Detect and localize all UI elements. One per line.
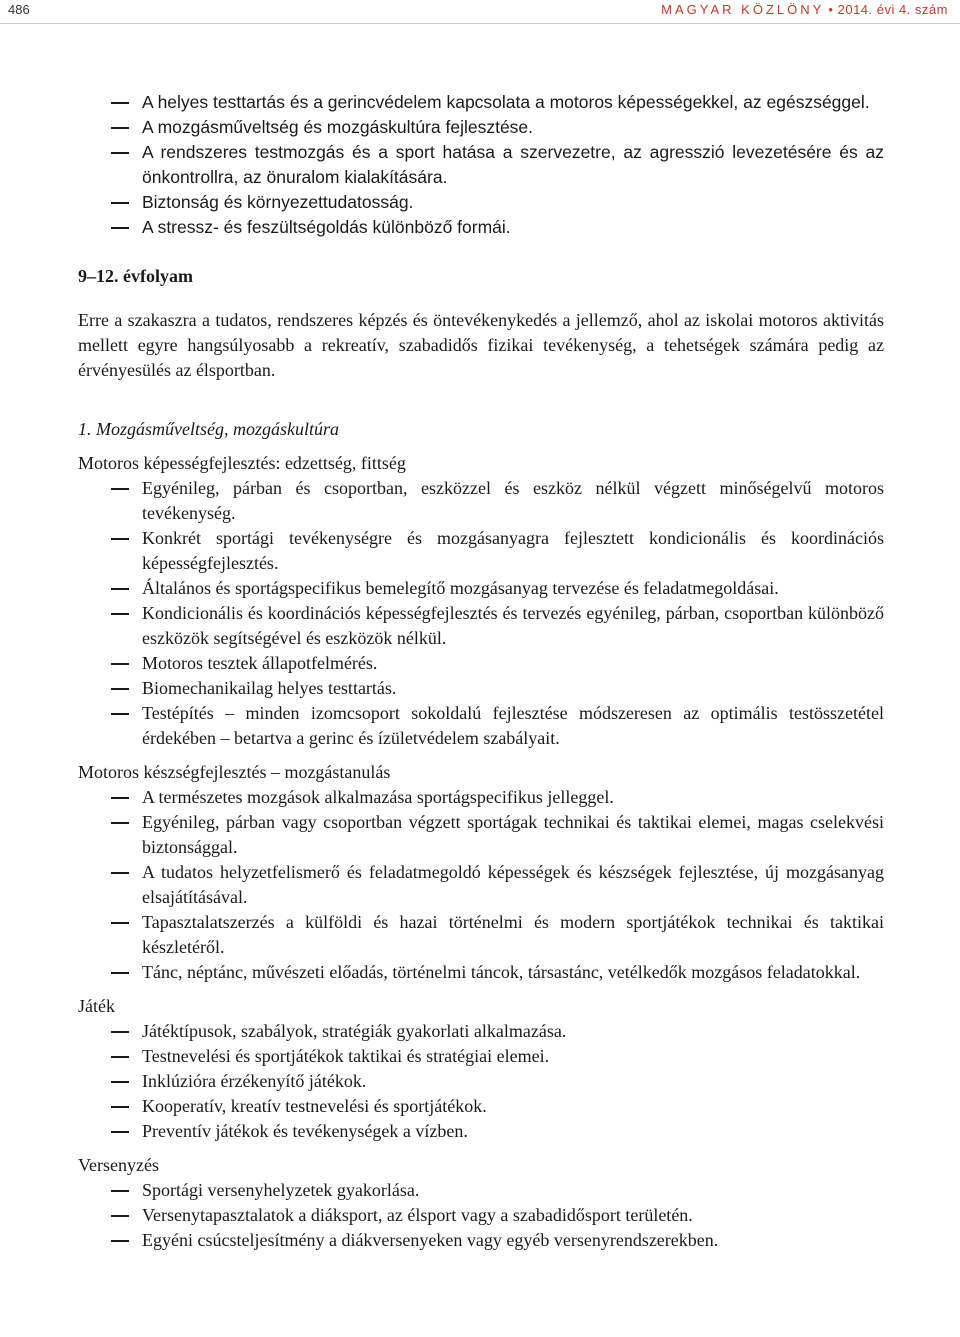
dash-bullet — [111, 488, 129, 490]
list-item: Testnevelési és sportjátékok taktikai és stratégiai elemei. — [78, 1044, 884, 1069]
subsection-heading: Motoros képességfejlesztés: edzettség, fittség — [78, 453, 406, 473]
dash-bullet — [111, 538, 129, 540]
list-item: Biztonság és környezettudatosság. — [78, 190, 884, 215]
section-title: 1. Mozgásműveltség, mozgáskultúra — [78, 419, 339, 439]
list-item: Egyéni csúcsteljesítmény a diákversenyeken vagy egyéb versenyrendszerekben. — [78, 1228, 884, 1253]
dash-bullet — [111, 227, 129, 229]
dash-bullet — [111, 872, 129, 874]
list-item: Testépítés – minden izomcsoport sokoldalú fejlesztése módszeresen az optimális testösszetétel érdekében – betartva a gerinc és ízületvédelem szabályait. — [78, 701, 884, 751]
dash-bullet — [111, 152, 129, 154]
list-item: A stressz- és feszültségoldás különböző formái. — [78, 215, 884, 240]
list-item: Inklúzióra érzékenyítő játékok. — [78, 1069, 884, 1094]
document-body — [78, 90, 884, 1253]
list-item: Biomechanikailag helyes testtartás. — [78, 676, 884, 701]
dash-bullet — [111, 588, 129, 590]
page-number: 486 — [8, 2, 30, 17]
dash-bullet — [111, 1056, 129, 1058]
subsection-heading: Versenyzés — [78, 1155, 159, 1175]
issue-label: 2014. évi 4. szám — [837, 2, 948, 17]
top-goal-list — [78, 90, 884, 240]
grade-heading: 9–12. évfolyam — [78, 266, 193, 286]
list-item: Tapasztalatszerzés a külföldi és hazai történelmi és modern sportjátékok technikai és taktikai készletéről. — [78, 910, 884, 960]
list-item: Motoros tesztek állapotfelmérés. — [78, 651, 884, 676]
dash-bullet — [111, 1131, 129, 1133]
dash-bullet — [111, 102, 129, 104]
list-item: Preventív játékok és tevékenységek a vízben. — [78, 1119, 884, 1144]
dash-bullet — [111, 1240, 129, 1242]
list-item: Versenytapasztalatok a diáksport, az élsport vagy a szabadidősport területén. — [78, 1203, 884, 1228]
list-item: Sportági versenyhelyzetek gyakorlása. — [78, 1178, 884, 1203]
header-divider — [0, 23, 960, 24]
dash-bullet — [111, 663, 129, 665]
competition-list — [78, 1178, 884, 1253]
list-item: Játéktípusok, szabályok, stratégiák gyakorlati alkalmazása. — [78, 1019, 884, 1044]
dash-bullet — [111, 713, 129, 715]
bullet-separator: • — [828, 2, 834, 17]
dash-bullet — [111, 1106, 129, 1108]
capability-list — [78, 476, 884, 751]
dash-bullet — [111, 1215, 129, 1217]
list-item: A rendszeres testmozgás és a sport hatása a szervezetre, az agresszió levezetésére és az önkontrollra, az önuralom kialakítására. — [78, 140, 884, 190]
list-item: A mozgásműveltség és mozgáskultúra fejlesztése. — [78, 115, 884, 140]
list-item: A tudatos helyzetfelismerő és feladatmegoldó képességek és készségek fejlesztése, új mozgásanyag elsajátításával. — [78, 860, 884, 910]
dash-bullet — [111, 688, 129, 690]
list-item: Általános és sportágspecifikus bemelegítő mozgásanyag tervezése és feladatmegoldásai. — [78, 576, 884, 601]
list-item: Kondicionális és koordinációs képességfejlesztés és tervezés egyénileg, párban, csoportban különböző eszközök segítségével és eszközök nélkül. — [78, 601, 884, 651]
subsection-heading: Motoros készségfejlesztés – mozgástanulás — [78, 762, 391, 782]
list-item: Konkrét sportági tevékenységre és mozgásanyagra fejlesztett kondicionális és koordinációs képességfejlesztés. — [78, 526, 884, 576]
dash-bullet — [111, 1190, 129, 1192]
list-item: Egyénileg, párban vagy csoportban végzett sportágak technikai és taktikai elemei, magas cselekvési biztonsággal. — [78, 810, 884, 860]
list-item: Egyénileg, párban és csoportban, eszközzel és eszköz nélkül végzett minőségelvű motoros tevékenység. — [78, 476, 884, 526]
journal-name: MAGYAR KÖZLÖNY — [661, 2, 825, 17]
game-list — [78, 1019, 884, 1144]
list-item: Tánc, néptánc, művészeti előadás, történelmi táncok, társastánc, vetélkedők mozgásos feladatokkal. — [78, 960, 884, 985]
page-header — [0, 0, 960, 22]
dash-bullet — [111, 1081, 129, 1083]
dash-bullet — [111, 202, 129, 204]
dash-bullet — [111, 972, 129, 974]
dash-bullet — [111, 127, 129, 129]
dash-bullet — [111, 1031, 129, 1033]
skill-list — [78, 785, 884, 985]
dash-bullet — [111, 613, 129, 615]
dash-bullet — [111, 797, 129, 799]
journal-masthead — [661, 2, 948, 17]
list-item: A helyes testtartás és a gerincvédelem kapcsolata a motoros képességekkel, az egészséggel. — [78, 90, 884, 115]
subsection-heading: Játék — [78, 996, 115, 1016]
intro-paragraph: Erre a szakaszra a tudatos, rendszeres képzés és öntevékenykedés a jellemző, ahol az iskolai motoros aktivitás mellett egyre hangsúlyosabb a rekreatív, szabadidős fizikai tevékenység, a tehetségek számára pedig az érvényesülés az élsportban. — [78, 310, 884, 380]
dash-bullet — [111, 922, 129, 924]
dash-bullet — [111, 822, 129, 824]
list-item: Kooperatív, kreatív testnevelési és sportjátékok. — [78, 1094, 884, 1119]
list-item: A természetes mozgások alkalmazása sportágspecifikus jelleggel. — [78, 785, 884, 810]
